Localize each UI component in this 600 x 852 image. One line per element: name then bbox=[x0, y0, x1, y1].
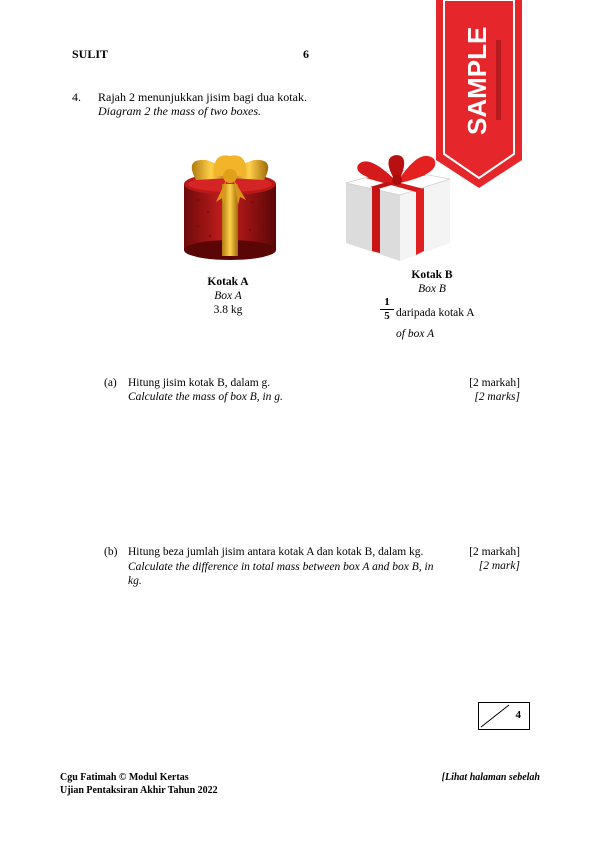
box-b-fraction bbox=[380, 297, 394, 322]
fraction-numerator: 1 bbox=[384, 296, 390, 308]
footer-exam: Ujian Pentaksiran Akhir Tahun 2022 bbox=[60, 785, 218, 796]
question-text-malay: Rajah 2 menunjukkan jisim bagi dua kotak. bbox=[98, 90, 307, 104]
sample-watermark-text-layer bbox=[436, 0, 522, 188]
part-a-text-malay: Hitung jisim kotak B, dalam g. bbox=[128, 377, 271, 389]
part-b-text-english: Calculate the difference in total mass between box A and box B, in kg. bbox=[128, 561, 434, 587]
header-classification: SULIT bbox=[72, 47, 109, 61]
box-b-title: Kotak B bbox=[411, 269, 453, 281]
box-b-relation-malay: daripada kotak A bbox=[396, 307, 475, 319]
question-text-english: Diagram 2 the mass of two boxes. bbox=[98, 104, 261, 118]
box-a-title: Kotak A bbox=[207, 276, 249, 288]
question-number: 4. bbox=[72, 90, 81, 104]
box-b-labels bbox=[384, 268, 480, 296]
part-a-label: (a) bbox=[104, 377, 117, 389]
round-gift-box-icon bbox=[176, 150, 284, 262]
header-page-number: 6 bbox=[303, 47, 309, 61]
total-mark-value: 4 bbox=[515, 709, 521, 721]
fraction-denominator: 5 bbox=[384, 310, 390, 322]
footer-next-page: [Lihat halaman sebelah bbox=[441, 772, 540, 783]
box-a-labels bbox=[180, 275, 276, 317]
box-a-subtitle: Box A bbox=[214, 290, 242, 302]
part-b-text-malay: Hitung beza jumlah jisim antara kotak A dan kotak B, dalam kg. bbox=[128, 546, 424, 558]
part-b-marks-malay: [2 markah] bbox=[469, 546, 520, 558]
mark-box-diagonal bbox=[479, 703, 529, 729]
part-a-marks-malay: [2 markah] bbox=[469, 377, 520, 389]
box-b-relation-english: of box A bbox=[396, 328, 435, 340]
part-b-marks-english: [2 mark] bbox=[478, 560, 520, 572]
part-b-label: (b) bbox=[104, 546, 118, 558]
sample-watermark-text: SAMPLE bbox=[462, 26, 492, 135]
total-mark-box bbox=[478, 702, 530, 730]
footer-author: Cgu Fatimah © Modul Kertas bbox=[60, 772, 189, 783]
box-b-subtitle: Box B bbox=[418, 283, 446, 295]
box-a-mass: 3.8 kg bbox=[213, 304, 243, 316]
part-a-marks-english: [2 marks] bbox=[474, 391, 520, 403]
part-a-text-english: Calculate the mass of box B, in g. bbox=[128, 391, 283, 403]
